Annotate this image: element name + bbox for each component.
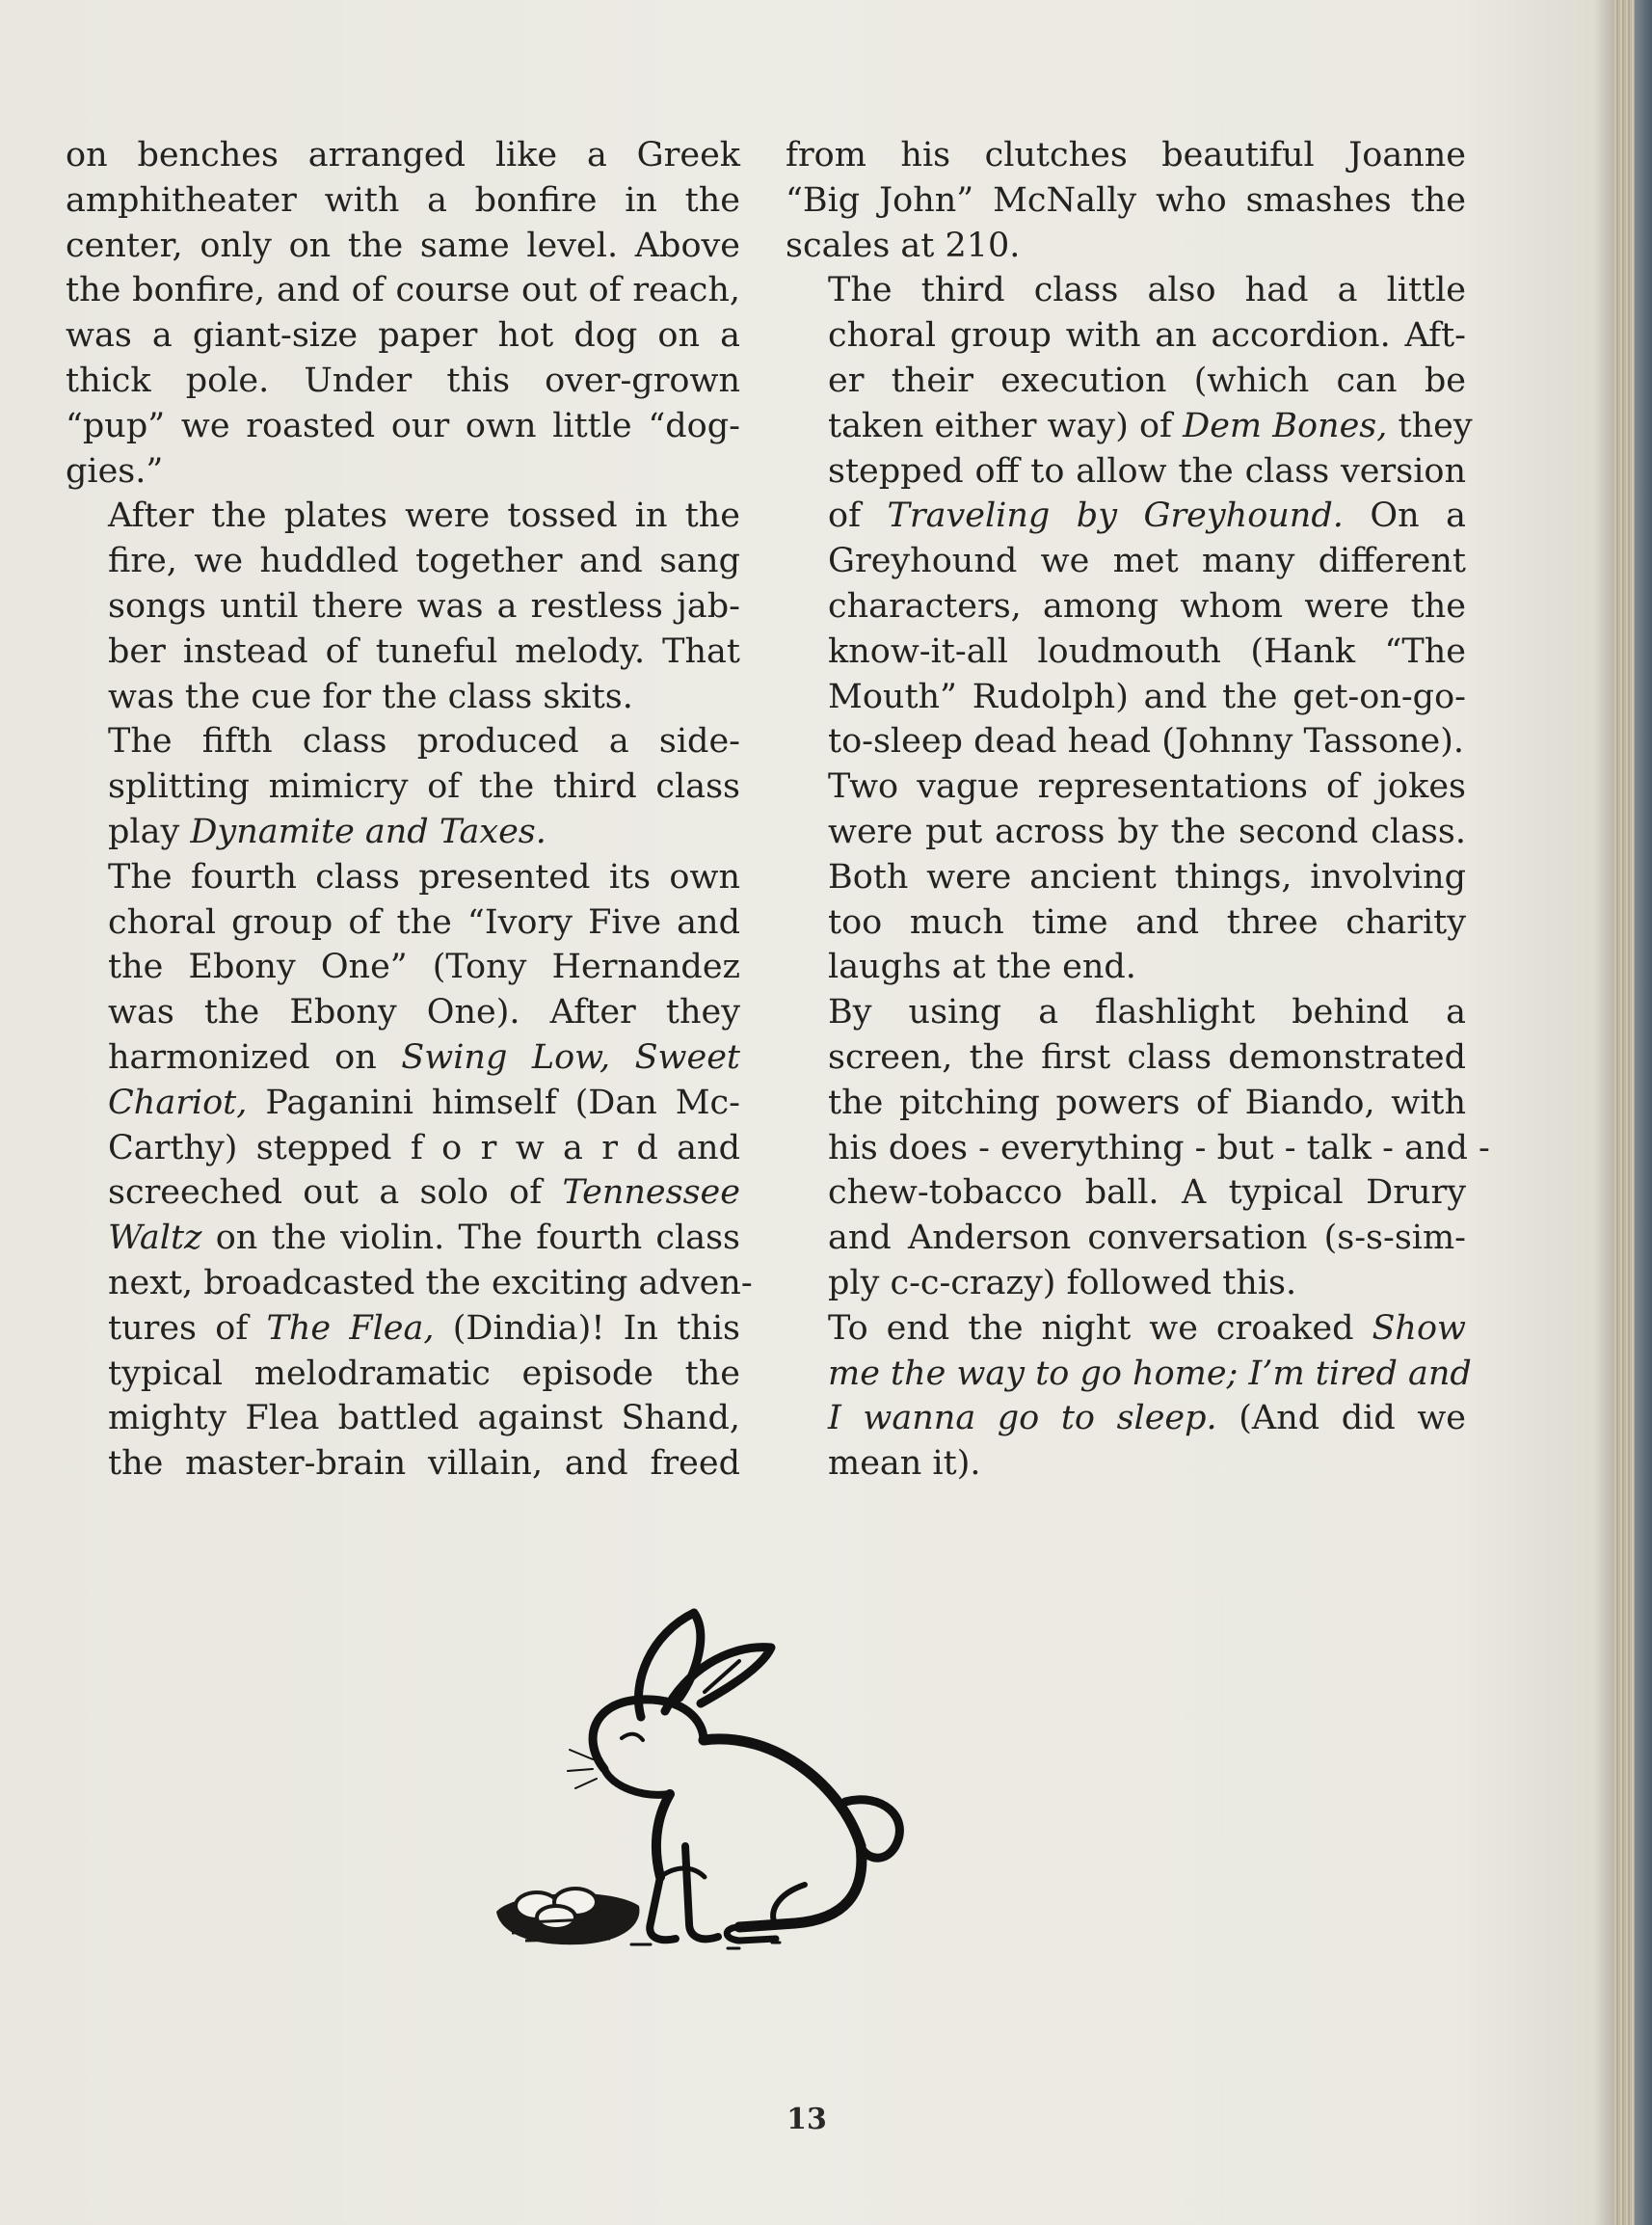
text-run: tures of [108,1308,267,1348]
page-gutter-shadow [1594,0,1615,2225]
text-line [786,1352,1472,1397]
text-line: Carthy) stepped f o r w a r d and [108,1128,740,1167]
text-line: from his clutches beautiful Joanne [786,136,1466,174]
text-line: The fifth class produced a side- [108,722,740,762]
text-run: To end the night we croaked [828,1308,1372,1348]
text-line: too much time and three charity [828,902,1466,942]
text-line [786,494,1466,539]
text-line: typical melodramatic episode the [108,1354,740,1393]
text-line: was the Ebony One). After they [108,993,740,1032]
text-line: chew-tobacco ball. A typical Drury [828,1173,1466,1213]
text-line: The fourth class presented its own [108,857,740,897]
song-title: Dem Bones, [1183,406,1388,445]
text-line: choral group with an accordion. Aft- [828,316,1466,356]
text-line: scales at 210. [786,226,1021,265]
text-line: choral group of the “Ivory Five and [108,902,740,942]
paragraph [66,719,740,854]
text-line: fire, we huddled together and sang [108,542,740,581]
song-title: Chariot, [108,1083,248,1122]
text-line: thick pole. Under this over-grown [66,361,740,400]
text-line: were put across by the second class. [828,812,1466,851]
text-line [66,1306,740,1352]
text-run: they [1387,406,1473,445]
text-line: know-it-all loudmouth (Hank “The [828,631,1466,671]
text-line: mean it). [828,1444,981,1484]
text-line [786,1396,1466,1441]
text-line [66,1216,740,1261]
text-line: the master-brain villain, and freed [108,1444,740,1484]
text-line [786,404,1473,449]
text-line: mighty Flea battled against Shand, [108,1399,740,1438]
text-run: harmonized on [108,1037,402,1077]
text-line: and Anderson conversation (s-s-sim- [828,1219,1466,1258]
text-line: characters, among whom were the [828,586,1466,626]
paragraph [786,133,1466,268]
text-run: of [828,496,888,536]
egg-icon [537,1906,575,1929]
text-run: (Dindia)! In this [434,1308,740,1348]
rabbit-with-nest-icon [487,1605,988,1991]
text-line: the bonfire, and of course out of reach, [66,271,740,310]
text-run: (And did we [1216,1399,1467,1438]
text-run: Paganini himself (Dan Mc- [247,1083,740,1122]
paragraph [786,1306,1472,1487]
text-line: ber instead of tuneful melody. That [108,631,740,671]
text-line: laughs at the end. [828,948,1136,987]
text-line: After the plates were tossed in the [108,496,740,536]
song-title: I wanna go to sleep. [828,1399,1217,1438]
right-text-column [786,133,1490,1487]
text-line: center, only on the same level. Above [66,226,740,265]
song-title: Show [1372,1308,1466,1348]
text-line: the Ebony One” (Tony Hernandez [108,948,740,987]
skit-title: Traveling by Greyhound. [887,496,1344,536]
play-title: Dynamite and Taxes. [190,812,546,851]
paragraph [786,764,1466,990]
text-line [66,1170,740,1216]
text-line: amphitheater with a bonfire in the [66,180,740,220]
text-line: Both were ancient things, involving [828,857,1466,897]
book-cover-edge [1635,0,1652,2225]
text-run: on the violin. The fourth class [201,1219,740,1258]
song-title: Swing Low, Sweet [401,1037,740,1077]
paragraph [786,268,1473,764]
text-line: The third class also had a little [828,271,1466,310]
left-text-column [66,133,753,1487]
text-line: “pup” we roasted our own little “dog- [66,406,740,445]
paragraph [66,855,753,1487]
text-line: ply c-c-crazy) followed this. [828,1263,1297,1302]
text-line: was the cue for the class skits. [108,677,633,716]
text-line: By using a flashlight behind a [828,993,1466,1032]
text-line: the pitching powers of Biando, with [828,1083,1466,1122]
paragraph [66,133,740,494]
song-title: Waltz [108,1219,202,1258]
text-line [786,1306,1466,1352]
text-line: “Big John” McNally who smashes the [786,180,1466,220]
text-line: Mouth” Rudolph) and the get-on-go- [828,677,1466,716]
text-line: to-sleep dead head (Johnny Tassone). [828,722,1465,762]
paragraph [786,990,1490,1306]
text-line: was a giant-size paper hot dog on a [66,316,740,356]
text-line: next, broadcasted the exciting adven- [108,1263,753,1302]
text-line: screen, the first class demonstrated [828,1037,1466,1077]
text-line: songs until there was a restless jab- [108,586,740,626]
text-line: gies.” [66,451,164,491]
text-line: splitting mimicry of the third class [108,767,740,807]
text-line: er their execution (which can be [828,361,1466,400]
text-run: play [108,812,191,851]
text-line: Greyhound we met many different [828,542,1466,581]
text-line: Two vague representations of jokes [828,767,1466,807]
text-run: screeched out a solo of [108,1173,563,1213]
text-run: taken either way) of [828,406,1184,445]
text-line [66,810,740,855]
song-title: me the way to go home; I’m tired and [828,1354,1472,1393]
text-line: on benches arranged like a Greek [66,136,740,174]
skit-title: The Flea, [266,1308,435,1348]
text-line: stepped off to allow the class version [828,451,1466,491]
song-title: Tennessee [562,1173,740,1213]
page-number: 13 [786,2103,827,2136]
paragraph [66,494,740,719]
text-line [66,1035,740,1081]
text-line: his does - everything - but - talk - and - [828,1128,1490,1167]
text-run: On a [1343,496,1466,536]
text-line [66,1081,740,1126]
